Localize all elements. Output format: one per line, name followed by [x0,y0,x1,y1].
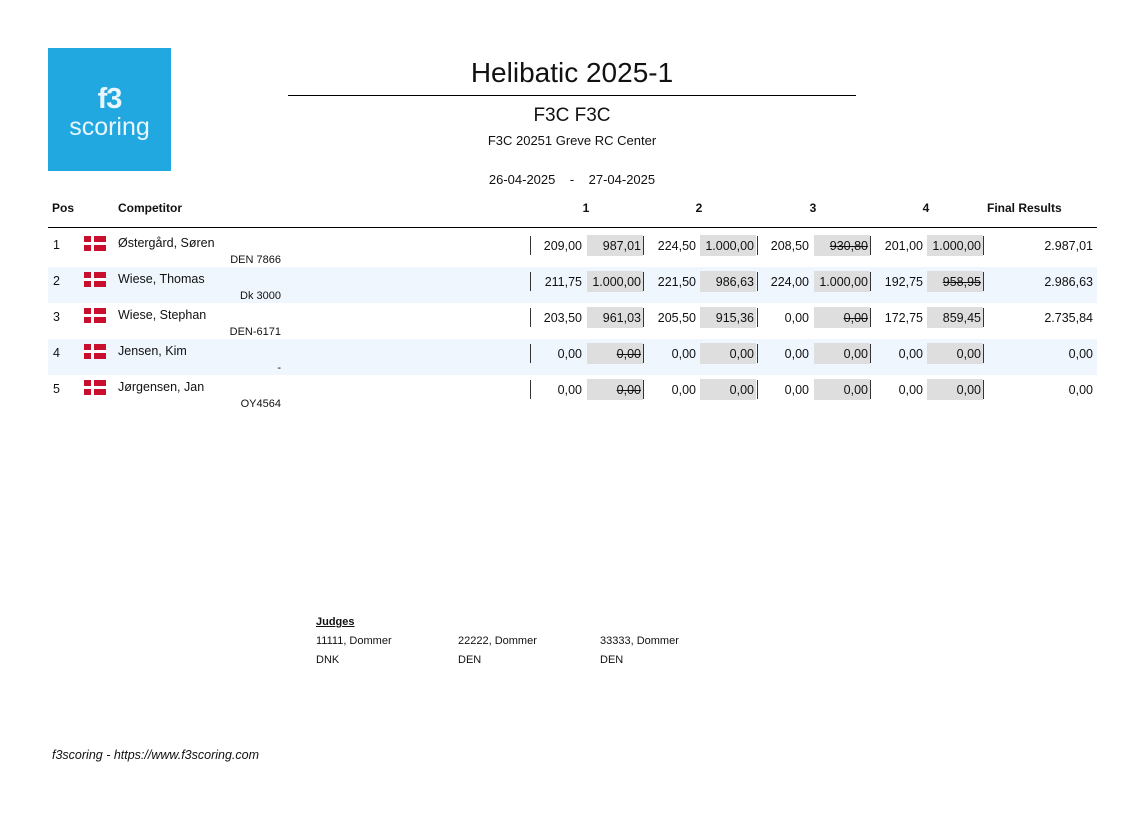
judge-1-name: 11111, Dommer [316,635,392,647]
header-final-results: Final Results [987,201,1062,215]
round-2-score-box [700,307,756,328]
table-row [48,231,1097,267]
round-3-score-box [814,271,870,292]
final-result: 0,00 [1068,347,1093,361]
round-3-raw: 208,50 [770,239,809,253]
position-value: 4 [53,346,60,360]
round-1-raw: 0,00 [557,347,582,361]
denmark-flag-icon [84,344,106,359]
header-round-1: 1 [582,201,590,215]
denmark-flag-icon [84,272,106,287]
round-2-score: 915,36 [715,311,754,325]
round-3-raw: 0,00 [784,311,809,325]
competitor-license: - [277,362,281,374]
round-2-raw: 205,50 [657,311,696,325]
flag-cross-horizontal [84,350,106,353]
position-value: 3 [53,310,60,324]
round-1-raw: 211,75 [544,275,582,289]
competitor-name: Østergård, Søren [118,236,215,250]
round-2-score: 986,63 [715,275,754,289]
header-pos: Pos [52,201,75,215]
title-divider [288,95,856,96]
round-2-raw: 224,50 [657,239,696,253]
judge-2-country: DEN [458,654,482,666]
round-4-raw: 0,00 [898,383,923,397]
round-2-raw: 0,00 [671,383,696,397]
competitor-name: Jensen, Kim [118,344,187,358]
round-1-score: 987,01 [602,239,641,253]
event-dates [288,172,856,188]
round-4-score: 958,95 [942,275,981,289]
flag-cross-horizontal [84,314,106,317]
final-result: 2.987,01 [1044,239,1093,253]
denmark-flag-icon [84,308,106,323]
round-2-score: 0,00 [729,383,754,397]
round-1-score-box [587,271,643,292]
round-4-raw: 192,75 [884,275,923,289]
round-3-score: 1.000,00 [819,275,868,289]
judge-3-country: DEN [600,654,624,666]
table-row [48,375,1097,411]
round-3-score: 0,00 [843,383,868,397]
round-4-score: 0,00 [956,347,981,361]
round-1-score-box [587,307,643,328]
logo-text-f3: f3 [97,83,122,115]
flag-cross-horizontal [84,386,106,389]
competitor-license: Dk 3000 [240,290,281,302]
round-4-score: 1.000,00 [932,239,981,253]
header-round-4: 4 [922,201,930,215]
position-value: 2 [53,274,60,288]
competitor-name: Wiese, Thomas [118,272,205,286]
round-3-raw: 224,00 [770,275,809,289]
flag-cross-horizontal [84,278,106,281]
round-3-score: 0,00 [843,311,868,325]
final-result: 0,00 [1068,383,1093,397]
round-3-raw: 0,00 [784,347,809,361]
footer-credit: f3scoring - https://www.f3scoring.com [52,748,260,762]
table-row [48,303,1097,339]
round-1-score: 1.000,00 [592,275,641,289]
f3scoring-logo [48,48,171,171]
judge-1-country: DNK [316,654,340,666]
competitor-license: DEN 7866 [230,254,281,266]
round-1-raw: 209,00 [543,239,582,253]
position-value: 5 [53,382,60,396]
header-round-3: 3 [809,201,817,215]
round-2-score-box [700,271,756,292]
denmark-flag-icon [84,380,106,395]
date-separator: - [569,172,575,187]
judges-heading: Judges [316,616,355,628]
judge-2-name: 22222, Dommer [458,635,537,647]
round-2-score: 0,00 [729,347,754,361]
round-2-raw: 0,00 [671,347,696,361]
round-3-score: 0,00 [843,347,868,361]
round-2-score: 1.000,00 [705,239,754,253]
logo-text-scoring: scoring [69,113,150,141]
table-row [48,339,1097,375]
final-result: 2.735,84 [1044,311,1093,325]
round-4-raw: 172,75 [884,311,923,325]
round-3-score-box [814,307,870,328]
round-3-score: 930,80 [829,239,868,253]
round-1-raw: 0,00 [557,383,582,397]
round-3-score-box [814,379,870,400]
round-1-raw: 203,50 [543,311,582,325]
round-2-raw: 221,50 [657,275,696,289]
date-to: 27-04-2025 [588,172,656,187]
round-3-score-box [814,343,870,364]
round-2-score-box [700,379,756,400]
round-2-score-box [700,235,756,256]
round-1-score-box [587,343,643,364]
judge-3-name: 33333, Dommer [600,635,679,647]
round-1-score: 961,03 [602,311,641,325]
round-1-score-box [587,379,643,400]
round-1-score: 0,00 [616,347,641,361]
round-1-score-box [587,235,643,256]
round-1-score: 0,00 [616,383,641,397]
event-title: Helibatic 2025-1 [470,57,674,88]
round-4-score: 859,45 [942,311,981,325]
round-4-raw: 201,00 [884,239,923,253]
denmark-flag-icon [84,236,106,251]
final-result: 2.986,63 [1044,275,1093,289]
table-row [48,267,1097,303]
event-subtitle: F3C F3C [533,105,611,126]
flag-cross-horizontal [84,242,106,245]
round-3-score-box [814,235,870,256]
round-4-raw: 0,00 [898,347,923,361]
event-venue: F3C 20251 Greve RC Center [487,133,657,148]
competitor-license: OY4564 [240,398,281,410]
competitor-name: Wiese, Stephan [118,308,207,322]
header-round-2: 2 [695,201,703,215]
date-from: 26-04-2025 [488,172,556,187]
position-value: 1 [53,238,60,252]
header-divider [48,227,1097,228]
competitor-name: Jørgensen, Jan [118,380,205,394]
header-competitor: Competitor [118,201,182,215]
round-2-score-box [700,343,756,364]
round-4-score: 0,00 [956,383,981,397]
competitor-license: DEN-6171 [229,326,281,338]
round-3-raw: 0,00 [784,383,809,397]
